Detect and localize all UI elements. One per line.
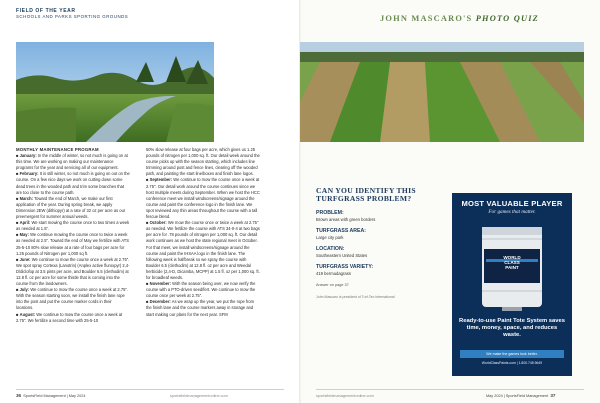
brand-word: WORLD bbox=[503, 255, 521, 260]
ad-banner: We make the games look better. bbox=[460, 350, 564, 358]
paragraph-february: ■ February: It is still winter, so not much is going on out on the course. On a few nice days we work on cutting down some dead trees in the wooded path and trim some branches that are too close to the course path. bbox=[16, 171, 130, 195]
left-footer bbox=[16, 393, 85, 398]
landscape-photo-art bbox=[16, 42, 214, 142]
month-label: August: bbox=[19, 311, 36, 317]
month-label: November: bbox=[149, 281, 172, 287]
month-label: June: bbox=[19, 256, 31, 262]
turfgrass-area-value: Large city park bbox=[316, 234, 344, 240]
paragraph-text: We continue to mow the course once a week at 2.75". We spot spray Cortexa (Lanotrin) (Anplex active fluroxpyr) 2,4-D/diclofop at 3.5 pints per acre, and Boulder 6.5 (clethodim) at 12.8 fl. oz per acre for some thistle that is coming into the course from the landowners. bbox=[16, 256, 130, 287]
right-footer-rule bbox=[316, 389, 584, 390]
paragraph-text: We continue to mow the course once a week at 2.75". With the season starting soon, we install the finish lane rope into the post and put the course marker cords in their locations. bbox=[16, 287, 128, 311]
brand-word: PAINT bbox=[505, 265, 519, 271]
landscape-photo bbox=[16, 42, 214, 142]
quiz-headline: CAN YOU IDENTIFY THIS TURFGRASS PROBLEM? bbox=[316, 186, 416, 204]
ad-subtitle: For games that matter. bbox=[488, 209, 536, 215]
article-column-2 bbox=[146, 147, 260, 318]
left-footer-rule bbox=[16, 389, 284, 390]
location-label: LOCATION: bbox=[316, 245, 345, 252]
paragraph-text: We continue to mow the course once a week at 2.75". Our detail work around the course continues since we host multiple meets during September. When we host the HCC conference meet we install windscreens/signage around the course and paint the conference logo in the finish lane. We spot reviewed any thin areas throughout the course with a tall fescue blend. bbox=[146, 177, 260, 220]
maintenance-heading: MONTHLY MAINTENANCE PROGRAM bbox=[16, 147, 99, 152]
paragraph-text: We mow the course once or twice a week at 2.75" as needed. We fertilize the course with ATS 34-0-4 at two bags per acre for .78 pounds of nitrogen per 1,000 sq. ft. Our detail work continues as we host the state regional meet in October. For that meet, we install windscreens/signage around the course and paint the IHSAA logo in the finish lane. The following week is halfbreak so we spray the course with Boulder 6.5 (clethodim) at 12.8 fl. oz per acre and Weedal herbicide (2,4-D, Dicamba, MCPP) at 1.5 fl. oz per 1,000 sq. ft. for broadleaf weeds. bbox=[146, 220, 260, 280]
paragraph-text: We start mowing the course once to two times a week as needed at 1.5". bbox=[16, 220, 130, 232]
location-value: Southeastern United States bbox=[316, 252, 368, 258]
quiz-panel bbox=[316, 187, 430, 377]
paragraph-december: ■ December: As we wrap up the year, we put the rope from the finish lane and the course markers away in storage and start making our plans for the next year. SFM bbox=[146, 299, 255, 317]
photo-quiz-title bbox=[380, 14, 539, 23]
section-kicker: FIELD OF THE YEAR bbox=[16, 8, 76, 14]
paragraph-september: ■ September: We continue to mow the course once a week at 2.75". Our detail work around the course continues since we host multiple meets during September. When we host the HCC conference meet we install windscreens/signage around the course and paint the conference logo in the finish lane. We spot reviewed any thin areas throughout the course with a tall fescue blend. bbox=[146, 177, 260, 220]
month-label: May: bbox=[19, 232, 29, 238]
paragraph-text: Toward the end of March, we make our first application of the year. During spring break, we apply Dimension 2EW (dithiopyr) at a rate of 32 oz per acre as our preemergent for summer annual weeds. bbox=[16, 195, 126, 220]
left-page-number: 36 bbox=[16, 393, 22, 398]
answer-note: Answer on page 37 bbox=[316, 282, 349, 287]
paragraph-may: ■ May: We continue mowing the course once to twice a week as needed at 2.5". Toward the end of May we fertilize with ATS 25-5-10 80% slow release at a rate of four bags per acre for 1.25 pounds of Nitrogen per 1,000 sq ft. bbox=[16, 232, 130, 256]
paragraph-june: ■ June: We continue to mow the course once a week at 2.75". We spot spray Cortexa (Lanotrin) (Anplex active fluroxpyr) 2,4-D/diclofop at 3.5 pints per acre, and Boulder 6.5 (clethodim) at 12.8 fl. oz per acre for some thistle that is coming into the course from the landowners. bbox=[16, 256, 130, 287]
paragraph-text: We continue to mow the course once a week at 2.75". We fertilize a second time with 25-5-10 bbox=[16, 311, 123, 323]
month-label: July: bbox=[19, 287, 30, 293]
paragraph-october: ■ October: We mow the course once or twice a week at 2.75" as needed. We fertilize the course with ATS 34-0-4 at two bags per acre for .78 pounds of nitrogen per 1,000 sq. ft. Our detail work continues as we host the state regional meet in October. For that meet, we install windscreens/signage around the course and paint the IHSAA logo in the finish lane. The following week is halfbreak so we spray the course with Boulder 6.5 (clethodim) at 12.8 fl. oz per acre and Weedal herbicide (2,4-D, Dicamba, MCPP) at 1.5 fl. oz per 1,000 sq. ft. for broadleaf weeds. bbox=[146, 220, 260, 280]
section-subkicker: SCHOOLS AND PARKS SPORTING GROUNDS bbox=[16, 14, 129, 19]
paragraph-august-cont bbox=[146, 147, 260, 177]
problem-value: Brown areas with green borders bbox=[316, 216, 376, 222]
paragraph-january: ■ January: In the middle of winter, so not much is going on at this time. We are working on making our maintenance programs for the year and servicing all of our equipment. bbox=[16, 153, 128, 171]
paint-advertisement[interactable] bbox=[452, 193, 572, 376]
paragraph-text: We continue mowing the course once to twice a week as needed at 2.5". Toward the end of May we fertilize with ATS 25-5-10 80% slow release at a rate of four bags per acre for 1.25 pounds of Nitrogen per 1,000 sq ft. bbox=[16, 232, 130, 256]
paragraph-text: With the season being over, we now verify the course with a PTO-driven seed/fert. We continue to mow the course once per week at 2.75". bbox=[146, 281, 256, 299]
month-label: February: bbox=[19, 171, 39, 177]
brand-word: CLASS bbox=[504, 260, 520, 266]
paragraph-text: In the middle of winter, so not much is going on at this time. We are working on making our maintenance programs for the year and servicing all of our equipment. bbox=[16, 153, 128, 171]
turfgrass-photo-art bbox=[300, 42, 584, 142]
paragraph-text: It is still winter, so not much is going on out on the course. On a few nice days we work on cutting down some dead trees in the wooded path and trim some branches that are too close to the course path. bbox=[16, 171, 130, 195]
left-footer-magazine: SportsField Management | May 2024 bbox=[23, 394, 86, 398]
ad-url[interactable]: WorldClassPaints.com | 1.800.748.9649 bbox=[481, 361, 543, 365]
right-footer bbox=[486, 393, 555, 398]
ad-headline: Ready-to-use Paint Tote System saves time, money, space, and reduces waste. bbox=[459, 318, 565, 338]
right-page-number: 37 bbox=[550, 393, 556, 398]
quiz-title-emphasis: PHOTO QUIZ bbox=[475, 14, 539, 23]
problem-label: PROBLEM: bbox=[316, 209, 344, 216]
quiz-credit: John Mascaro is president of Turf-Tec International bbox=[316, 294, 395, 299]
month-label: January: bbox=[19, 153, 37, 159]
paragraph-july: ■ July: We continue to mow the course once a week at 2.75". With the season starting soon, we install the finish lane rope into the post and put the course marker cords in their locations. bbox=[16, 287, 128, 311]
paragraph-november: ■ November: With the season being over, we now verify the course with a PTO-driven seed/fert. We continue to mow the course once per week at 2.75". bbox=[146, 281, 256, 299]
paragraph-april: ■ April: We start mowing the course once to two times a week as needed at 1.5". bbox=[16, 220, 130, 232]
paragraph-august: ■ August: We continue to mow the course once a week at 2.75". We fertilize a second time with 25-5-10 bbox=[16, 311, 123, 323]
month-label: October: bbox=[149, 220, 167, 226]
paragraph-march: ■ March: Toward the end of March, we make our first application of the year. During spring break, we apply Dimension 2EW (dithiopyr) at a rate of 32 oz per acre as our preemergent for summer annual weeds. bbox=[16, 195, 126, 220]
article-column-1 bbox=[16, 147, 130, 324]
right-footer-url[interactable]: sportsfieldmanagementonline.com bbox=[316, 394, 374, 398]
paragraph-text: 50% slow release at four bags per acre, which gives us 1.25 pounds of nitrogen per 1,000 sq. ft. Our detail week around the course picks up with the season starting, which includes line trimming around post and fence lines, clearing off the wooded path, and painting the start line/boxes and finish lane logos. bbox=[146, 147, 260, 177]
ad-title: MOST VALUABLE PLAYER bbox=[461, 199, 563, 208]
turfgrass-area-label: TURFGRASS AREA: bbox=[316, 227, 366, 234]
month-label: September: bbox=[149, 177, 173, 183]
left-footer-url[interactable]: sportsfieldmanagementonline.com bbox=[170, 394, 228, 398]
turfgrass-quiz-photo bbox=[300, 42, 584, 142]
right-footer-magazine: May 2024 | SportsField Management bbox=[486, 394, 549, 398]
turfgrass-variety-value: 419 bermudagrass bbox=[316, 270, 351, 276]
turfgrass-variety-label: TURFGRASS VARIETY: bbox=[316, 263, 374, 270]
paragraph-text: As we wrap up the year, we put the rope from the finish lane and the course markers away in storage and start making our plans for the next year. SFM bbox=[146, 299, 255, 317]
month-label: April: bbox=[19, 220, 31, 226]
month-label: December: bbox=[149, 299, 171, 305]
quiz-title-prefix: JOHN MASCARO'S bbox=[380, 14, 476, 23]
month-label: March: bbox=[19, 195, 34, 201]
tote-brand-label bbox=[484, 255, 540, 271]
